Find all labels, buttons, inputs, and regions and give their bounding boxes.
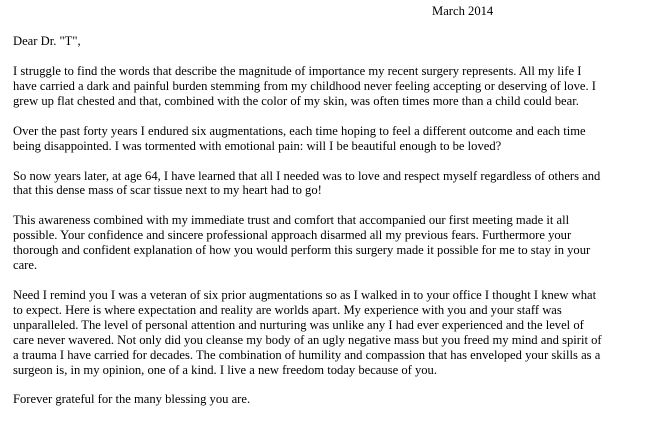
paragraph-line: Over the past forty years I endured six augmentations, each time hoping to feel a different outcome and each time (13, 123, 586, 138)
paragraph-line: thorough and confident explanation of how you would perform this surgery made it possible for me to stay in your (13, 243, 591, 258)
letter-salutation: Dear Dr. "T", (13, 34, 81, 48)
letter-date: March 2014 (432, 4, 494, 18)
paragraph-1 (13, 64, 650, 109)
paragraph-line: have carried a dark and painful burden stemming from my childhood never feeling accepting or deserving of love. I (13, 78, 596, 93)
paragraph-line: Need I remind you I was a veteran of six prior augmentations so as I walked in to your office I thought I knew what (13, 287, 597, 302)
paragraph-line: care. (13, 258, 38, 273)
paragraph-line: surgeon is, in my opinion, one of a kind. I live a new freedom today because of you. (13, 362, 438, 377)
paragraph-line: This awareness combined with my immediate trust and comfort that accompanied our first meeting made it all (13, 213, 570, 228)
paragraph-line: grew up flat chested and that, combined with the color of my skin, was often times more than a child could bear. (13, 93, 579, 108)
paragraph-line: unparalleled. The level of personal attention and nurturing was unlike any I had ever experienced and the level of (13, 317, 584, 332)
paragraph-5 (13, 288, 650, 377)
paragraph-4 (13, 213, 650, 273)
paragraph-line: being disappointed. I was tormented with emotional pain: will I be beautiful enough to be loved? (13, 138, 502, 153)
paragraph-line: care never wavered. Not only did you cleanse my body of an ugly negative mass but you freed my mind and spirit of (13, 332, 602, 347)
paragraph-line: a trauma I have carried for decades. The combination of humility and compassion that has enveloped your skills as a (13, 347, 601, 362)
paragraph-line: possible. Your confidence and sincere professional approach disarmed all my previous fears. Furthermore your (13, 228, 572, 243)
paragraph-line: So now years later, at age 64, I have learned that all I needed was to love and respect myself regardless of others and (13, 168, 601, 183)
letter-body (13, 64, 650, 407)
letter-closing: Forever grateful for the many blessing you are. (13, 392, 251, 407)
paragraph-line: to expect. Here is where expectation and reality are worlds apart. My experience with you and your staff was (13, 302, 562, 317)
paragraph-3 (13, 169, 650, 199)
paragraph-line: that this dense mass of scar tissue next to my heart had to go! (13, 183, 322, 198)
paragraph-2 (13, 124, 650, 154)
paragraph-line: I struggle to find the words that describe the magnitude of importance my recent surgery represents. All my life I (13, 64, 582, 78)
